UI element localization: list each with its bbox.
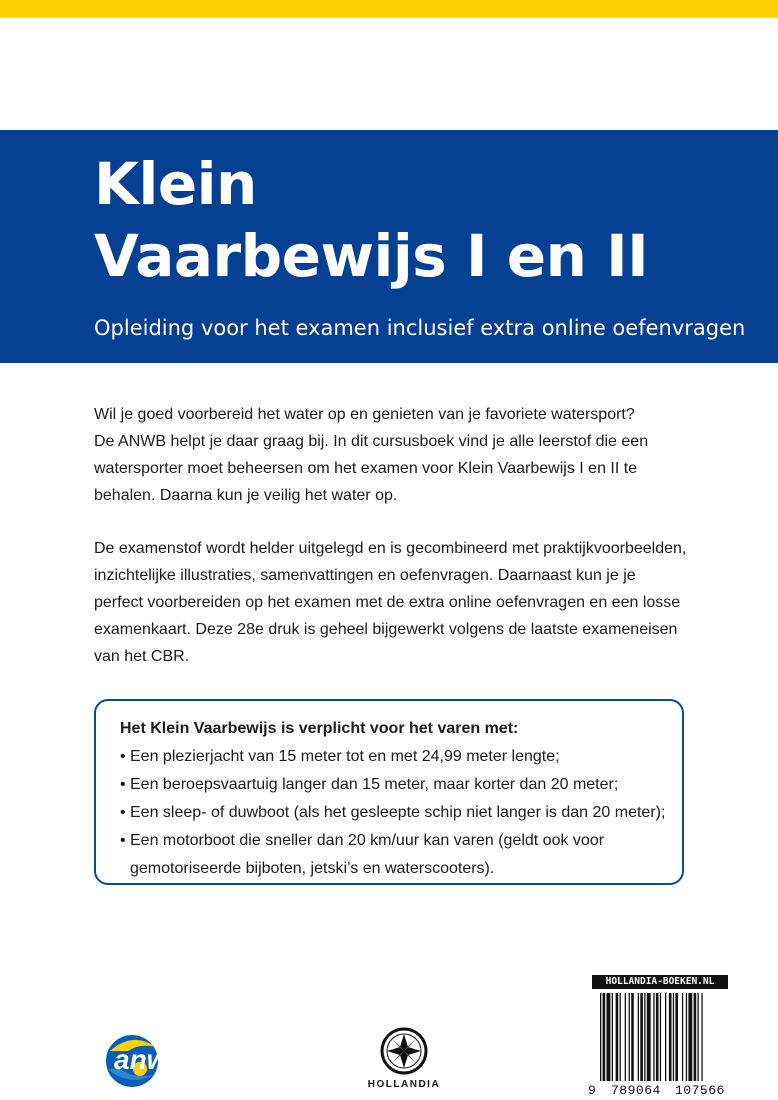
text-line: examenkaart. Deze 28e druk is geheel bijgewerkt volgens de laatste exameneisen (94, 621, 678, 638)
text-line: van het CBR. (94, 648, 190, 665)
barcode-bar (688, 993, 692, 1081)
book-title (94, 148, 648, 292)
barcode-bar (607, 993, 611, 1081)
barcode-bar (631, 993, 634, 1081)
barcode-bar (647, 993, 651, 1081)
barcode-bar (669, 993, 672, 1081)
requirement-item: • Een plezierjacht van 15 meter tot en met 24,99 meter lengte; (120, 743, 682, 771)
compass-rose-icon (354, 1025, 454, 1077)
text-line: watersporter moet beheersen om het examen voor Klein Vaarbewijs I en II te (94, 460, 638, 477)
barcode-bar (656, 993, 659, 1081)
requirement-item-line2: gemotoriseerde bijboten, jetski’s en waterscooters). (130, 860, 495, 877)
barcode-bar (665, 993, 666, 1081)
isbn-barcode (586, 975, 746, 1100)
barcode-bar (600, 993, 601, 1081)
barcode-digits-right: 107566 (675, 1083, 725, 1098)
barcode-bar (653, 993, 654, 1081)
barcode-bar (629, 993, 630, 1081)
requirement-item: • Een beroepsvaartuig langer dan 15 meter, maar korter dan 20 meter; (120, 771, 682, 799)
text-line: behalen. Daarna kun je veilig het water op. (94, 487, 398, 504)
barcode-label: HOLLANDIA-BOEKEN.NL (592, 975, 728, 989)
barcode-digit-first: 9 (588, 1083, 596, 1098)
barcode-bar (603, 993, 606, 1081)
hollandia-logo (354, 1025, 454, 1095)
barcode-bar (701, 993, 702, 1081)
requirement-item: • Een sleep- of duwboot (als het gesleepte schip niet langer is dan 20 meter); (120, 799, 682, 827)
barcode-bar (673, 993, 674, 1081)
barcode-bar (698, 993, 699, 1081)
book-title-line2: Vaarbewijs I en II (94, 222, 649, 290)
intro-paragraph-2 (94, 535, 734, 670)
publisher-name: HOLLANDIA (367, 1079, 441, 1090)
book-title-line1: Klein (94, 150, 257, 218)
barcode-bar (694, 993, 697, 1081)
barcode-bar (660, 993, 661, 1081)
barcode-bar (682, 993, 683, 1081)
barcode-bar (620, 993, 621, 1081)
anwb-logo-icon (100, 1025, 220, 1095)
barcode-bar (616, 993, 619, 1081)
requirement-item (120, 827, 682, 883)
text-line: De ANWB helpt je daar graag bij. In dit cursusboek vind je alle leerstof die een (94, 433, 649, 450)
requirements-title: Het Klein Vaarbewijs is verplicht voor het varen met: (120, 720, 519, 737)
anwb-logo-text: anwb (114, 1044, 186, 1075)
requirement-item-line1: Een motorboot die sneller dan 20 km/uur kan varen (geldt ook voor (130, 832, 605, 849)
anwb-logo (100, 1025, 220, 1095)
text-line: De examenstof wordt helder uitgelegd en is gecombineerd met praktijkvoorbeelden, (94, 540, 687, 557)
barcode-bar (638, 993, 639, 1081)
intro-paragraph-1 (94, 401, 734, 509)
barcode-bar (612, 993, 613, 1081)
barcode-bar (625, 993, 626, 1081)
barcode-bar (675, 993, 678, 1081)
requirements-box (94, 699, 684, 885)
barcode-bar (640, 993, 643, 1081)
barcode-digits-left: 789064 (611, 1083, 661, 1098)
text-line: Wil je goed voorbereid het water op en genieten van je favoriete watersport? (94, 406, 635, 423)
text-line: inzichtelijke illustraties, samenvattingen en oefenvragen. Daarnaast kun je je (94, 567, 636, 584)
barcode-bars (586, 975, 746, 1100)
text-line: perfect voorbereiden op het examen met de extra online oefenvragen en een losse (94, 594, 681, 611)
title-banner (0, 130, 778, 363)
book-subtitle: Opleiding voor het examen inclusief extra online oefenvragen (94, 316, 746, 340)
barcode-bar (644, 993, 645, 1081)
requirements-list (120, 743, 682, 883)
barcode-bar (686, 993, 687, 1081)
top-yellow-stripe (0, 0, 778, 18)
